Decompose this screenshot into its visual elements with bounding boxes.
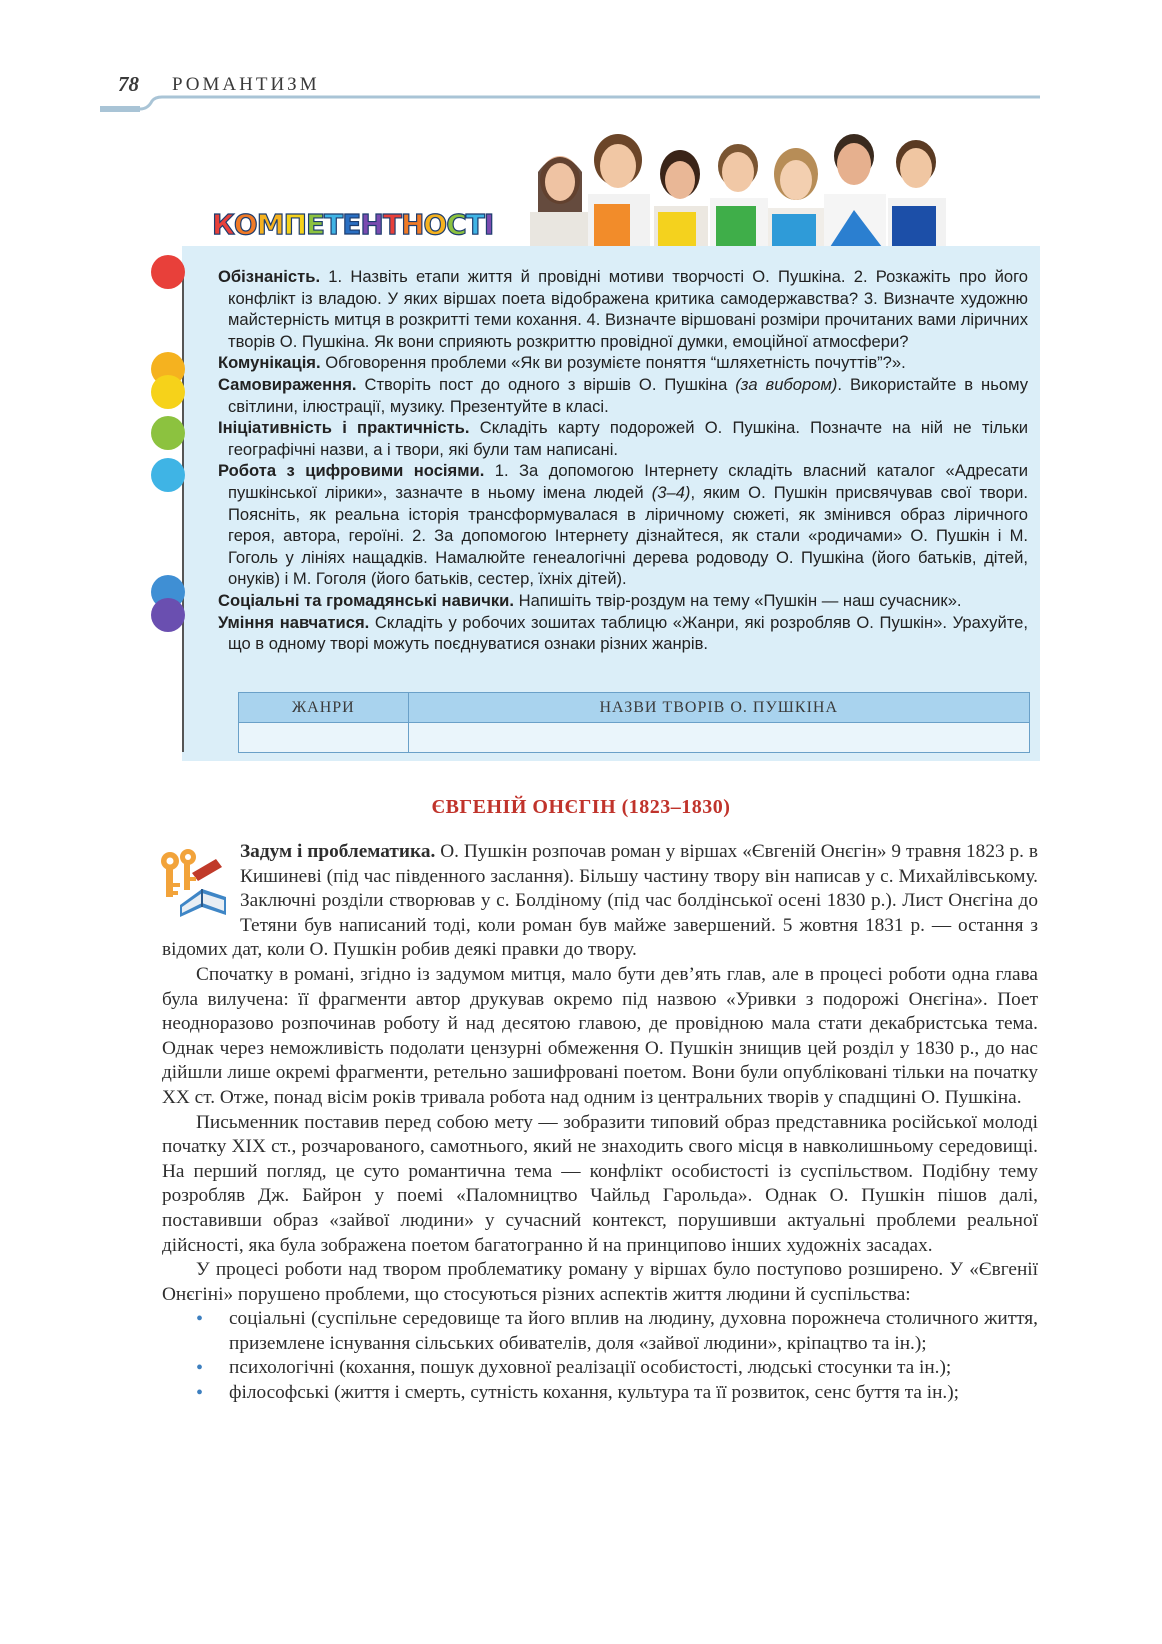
table-header-genres: ЖАНРИ: [239, 693, 409, 723]
table-header-row: [239, 693, 1030, 723]
competency-item: [218, 374, 1028, 417]
bullet-icon: •: [196, 1382, 204, 1405]
table-cell: [408, 723, 1029, 753]
heading-letter: Н: [360, 208, 383, 241]
competency-item: [218, 266, 1028, 352]
competency-text: . Використайте в ньому світлини, ілюстрації, музику. Презентуйте в класі.: [228, 374, 1028, 416]
box-side-line: [182, 266, 184, 752]
bullet-icon: •: [196, 1308, 204, 1331]
page-number: 78: [118, 72, 139, 96]
competency-dot: [151, 375, 185, 409]
header-rule: [100, 95, 1040, 125]
problem-list: [162, 1307, 1038, 1405]
list-item-text: соціальні (суспільне середовище та його вплив на людину, духовна порожнеча столичного життя, приземлене існування сільських обивателів, доля «зайвої людини», кріпацтво та ін.);: [229, 1308, 1038, 1354]
heading-letter: О: [233, 208, 257, 241]
competency-text: Напишіть твір-роздум на тему «Пушкін — наш сучасник».: [513, 590, 962, 610]
competency-label: Робота з цифровими носіями.: [218, 461, 485, 481]
competency-dot: [151, 598, 185, 632]
competencies-list: [218, 266, 1028, 655]
list-item: [162, 1381, 1038, 1406]
competency-label: Ініціативність і практичність.: [218, 418, 470, 438]
competency-dot: [151, 458, 185, 492]
section-title: РОМАНТИЗМ: [172, 74, 320, 95]
competency-item: [218, 460, 1028, 590]
heading-letter: І: [483, 208, 494, 241]
paragraph: У процесі роботи над твором проблематику роману у віршах було поступово розширено. У «Євгенії Онєгіні» порушено проблеми, що стосуються різних аспектів життя людини й суспільства:: [162, 1259, 1038, 1305]
competency-dot: [151, 255, 185, 289]
list-item: [162, 1307, 1038, 1356]
competency-item: [218, 590, 1028, 612]
competency-text: Обговорення проблеми «Як ви розумієте поняття “шляхетність почуттів”?».: [320, 353, 906, 373]
list-item-text: філософські (життя і смерть, сутність кохання, культура та її розвиток, сенс буття та ін.);: [229, 1382, 960, 1404]
competency-text: 1. За допомогою Інтернету складіть власний каталог «Адресати пушкінської лірики», зазначте в ньому імена людей: [228, 461, 1028, 502]
heading-letter: Т: [465, 208, 484, 241]
competency-text: Складіть у робочих зошитах таблицю «Жанри, які розробляв О. Пушкін». Урахуйте, що в одному творі можуть поєднуватися ознаки різних жанрів.: [228, 612, 1028, 654]
article-body: [162, 840, 1038, 1406]
competency-dot: [151, 416, 185, 450]
heading-letter: П: [283, 208, 307, 241]
table-header-works: НАЗВИ ТВОРІВ О. ПУШКІНА: [408, 693, 1029, 723]
paragraph-text: О. Пушкін розпочав роман у віршах «Євгеній Онєгін» 9 травня 1823 р. в Кишиневі (під час південного заслання). Більшу частину твору він написав у с. Михайлівському. Заключні розділи створював у с. Болдіному (під час болдінської осені 1830 р.). Лист Онєгіна до Тетяни був написаний тоді, коли роман був майже завершений. 5 жовтня 1831 р. — остання з відомих дат, коли О. Пушкін робив деякі правки до твору.: [162, 841, 1038, 961]
genres-table: [238, 692, 1030, 753]
competency-label: Соціальні та громадянські навички.: [218, 590, 514, 610]
table-row: [239, 723, 1030, 753]
heading-letter: О: [423, 208, 447, 241]
lead-label: Задум і проблематика.: [240, 841, 436, 862]
students-photo: [518, 122, 1038, 247]
article-title: ЄВГЕНІЙ ОНЄГІН (1823–1830): [431, 796, 731, 818]
heading-letter: Т: [324, 208, 343, 241]
competency-label: Комунікація.: [218, 353, 321, 373]
heading-letter: Н: [400, 208, 424, 241]
heading-letter: С: [446, 208, 466, 241]
paragraph: Письменник поставив перед собою мету — зобразити типовий образ представника російської молоді початку XIX ст., розчарованого, самотнього, який не знаходить свого місця в навколишньому середовищі. На перший погляд, це суто романтична тема — конфлікт особистості із суспільством. Подібну тему розробляв Дж. Байрон у поемі «Паломництво Чайльд Гарольда». Однак О. Пушкін пішов далі, поставивши образ «зайвої людини» у сучасний контекст, порушивши актуальні проблеми реальної дійсності, яка була зображена поетом багатогранно й на принципово інших художніх засадах.: [162, 1111, 1038, 1256]
competency-item: [218, 417, 1028, 460]
table-cell: [239, 723, 409, 753]
competencies-heading: [212, 208, 493, 241]
heading-letter: К: [212, 208, 234, 241]
paragraph: [162, 840, 1038, 963]
competency-italic: (за вибором): [735, 374, 838, 394]
heading-letter: Е: [306, 208, 325, 241]
paragraph: Спочатку в романі, згідно із задумом митця, мало бути дев’ять глав, але в процесі роботи одна глава була вилучена: її фрагменти автор друкував окремо під назвою «Уривки з подорожі Онєгіна». Поет неодноразово розпочинав роботу й над десятою главою, де провідною мала стати декабристська тема. Однак через неможливість подолати цензурні обмеження О. Пушкін знищив цей розділ у 1830 р., до нас дійшли лише окремі фрагменти, ретельно зашифровані поетом. Вони були опубліковані тільки на початку XX ст. Отже, понад вісім років тривала робота над одним із центральних творів у спадщині О. Пушкіна.: [162, 963, 1038, 1108]
competency-label: Уміння навчатися.: [218, 612, 370, 632]
heading-letter: М: [256, 208, 284, 241]
competency-label: Самовираження.: [218, 374, 357, 394]
heading-letter: Е: [342, 208, 361, 241]
competency-text: 1. Назвіть етапи життя й провідні мотиви творчості О. Пушкіна. 2. Розкажіть про його конфлікт із владою. У яких віршах поета відображена критика самодержавства? 3. Визначте художню майстерність митця в розкритті теми кохання. 4. Визначте віршовані розміри прочитаних вами ліричних творів О. Пушкіна. Як вони сприяють розкриттю провідної думки, емоційної атмосфери?: [228, 267, 1028, 351]
competency-text: Створіть пост до одного з віршів О. Пушкіна: [356, 374, 736, 394]
list-item-text: психологічні (кохання, пошук духовної реалізації особистості, людські стосунки та ін.);: [229, 1357, 952, 1379]
competency-item: [218, 352, 1028, 374]
competency-text: , яким О. Пушкін присвячував свої твори. Поясніть, як реальна історія трансформувалася в ліричному сюжеті, як змінився образ ліричного героя, автора, героїні. 2. За допомогою Інтернету дізнайтеся, як стали «родичами» О. Пушкін і М. Гоголь у лініях нащадків. Намалюйте генеалогічні дерева родоводу О. Пушкіна (його батьків, дітей, онуків) і М. Гоголя (його батьків, сестер, їхніх дітей).: [228, 482, 1028, 589]
competency-text: Складіть карту подорожей О. Пушкіна. Позначте на ній не тільки географічні назви, а і твори, які були там написані.: [228, 418, 1028, 459]
heading-letter: Т: [382, 208, 401, 241]
competency-item: [218, 612, 1028, 655]
competency-italic: (3–4): [651, 482, 691, 502]
bullet-icon: •: [196, 1357, 204, 1380]
competency-label: Обізнаність.: [218, 267, 321, 286]
list-item: [162, 1356, 1038, 1381]
